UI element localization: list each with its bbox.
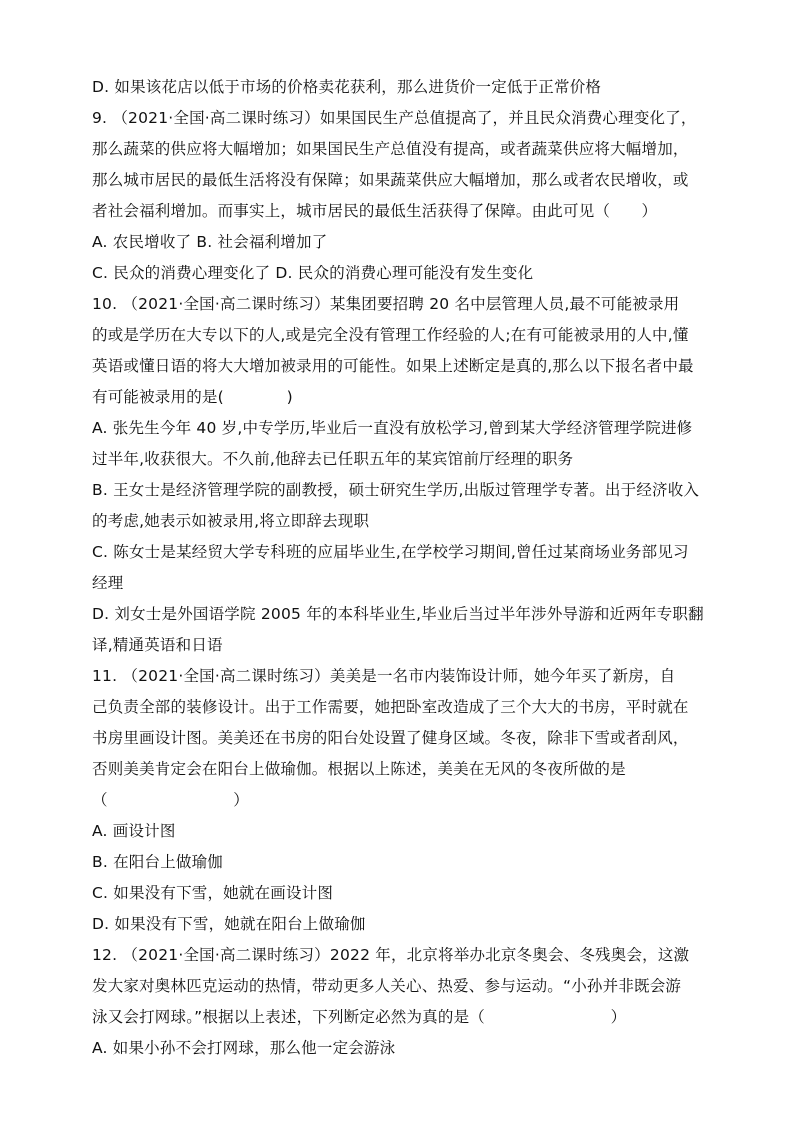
question-10-option-d: 译,精通英语和日语 [92, 636, 223, 654]
question-10-option-d: D. 刘女士是外国语学院 2005 年的本科毕业生,毕业后当过半年涉外导游和近两年专职翻 [92, 605, 704, 623]
question-12-option-a: A. 如果小孙不会打网球，那么他一定会游泳 [92, 1039, 396, 1057]
option-8d: D. 如果该花店以低于市场的价格卖花获利，那么进货价一定低于正常价格 [92, 78, 602, 96]
question-9-line: 9. （2021·全国·高二课时练习）如果国民生产总值提高了，并且民众消费心理变化了， [92, 109, 697, 127]
question-9-line: 者社会福利增加。而事实上，城市居民的最低生活获得了保障。由此可见（ ） [92, 202, 658, 220]
question-9-line: 那么蔬菜的供应将大幅增加；如果国民生产总值没有提高，或者蔬菜供应将大幅增加， [92, 140, 689, 158]
question-12-line: 发大家对奥林匹克运动的热情，带动更多人关心、热爱、参与运动。“小孙并非既会游 [92, 977, 682, 995]
question-10-line: 10. （2021·全国·高二课时练习）某集团要招聘 20 名中层管理人员,最不可能被录用 [92, 295, 680, 313]
question-10-line: 的或是学历在大专以下的人,或是完全没有管理工作经验的人;在有可能被录用的人中,懂 [92, 326, 689, 344]
question-10-option-b: B. 王女士是经济管理学院的副教授，硕士研究生学历,出版过管理学专著。出于经济收入 [92, 481, 700, 499]
question-11-line: 己负责全部的装修设计。出于工作需要，她把卧室改造成了三个大大的书房，平时就在 [92, 698, 689, 716]
question-10-line: 有可能被录用的是( ) [92, 388, 293, 406]
question-10-option-a: 过半年,收获很大。不久前,他辞去已任职五年的某宾馆前厅经理的职务 [92, 450, 574, 468]
question-10-option-b: 的考虑,她表示如被录用,将立即辞去现职 [92, 512, 370, 530]
question-11-line: 11. （2021·全国·高二课时练习）美美是一名市内装饰设计师，她今年买了新房，自 [92, 667, 676, 685]
question-11-line: （ ） [92, 791, 250, 809]
question-11-option-d: D. 如果没有下雪，她就在阳台上做瑜伽 [92, 915, 366, 933]
question-11-line: 书房里画设计图。美美还在书房的阳台处设置了健身区域。冬夜，除非下雪或者刮风， [92, 729, 689, 747]
question-11-option-c: C. 如果没有下雪，她就在画设计图 [92, 884, 334, 902]
question-9-line: 那么城市居民的最低生活将没有保障；如果蔬菜供应大幅增加，那么或者农民增收，或 [92, 171, 689, 189]
question-10-option-a: A. 张先生今年 40 岁,中专学历,毕业后一直没有放松学习,曾到某大学经济管理学院进修 [92, 419, 693, 437]
question-10-option-c: 经理 [92, 574, 124, 592]
question-10-line: 英语或懂日语的将大大增加被录用的可能性。如果上述断定是真的,那么以下报名者中最 [92, 357, 694, 375]
question-10-option-c: C. 陈女士是某经贸大学专科班的应届毕业生,在学校学习期间,曾任过某商场业务部见习 [92, 543, 689, 561]
question-11-option-a: A. 画设计图 [92, 822, 176, 840]
question-9-options-cd: C. 民众的消费心理变化了 D. 民众的消费心理可能没有发生变化 [92, 264, 534, 282]
question-12-line: 泳又会打网球。”根据以上表述，下列断定必然为真的是（ ） [92, 1008, 627, 1026]
question-11-line: 否则美美肯定会在阳台上做瑜伽。根据以上陈述，美美在无风的冬夜所做的是 [92, 760, 626, 778]
question-11-option-b: B. 在阳台上做瑜伽 [92, 853, 223, 871]
question-9-options-ab: A. 农民增收了 B. 社会福利增加了 [92, 233, 328, 251]
question-12-line: 12. （2021·全国·高二课时练习）2022 年，北京将举办北京冬奥会、冬残奥会，这激 [92, 946, 690, 964]
